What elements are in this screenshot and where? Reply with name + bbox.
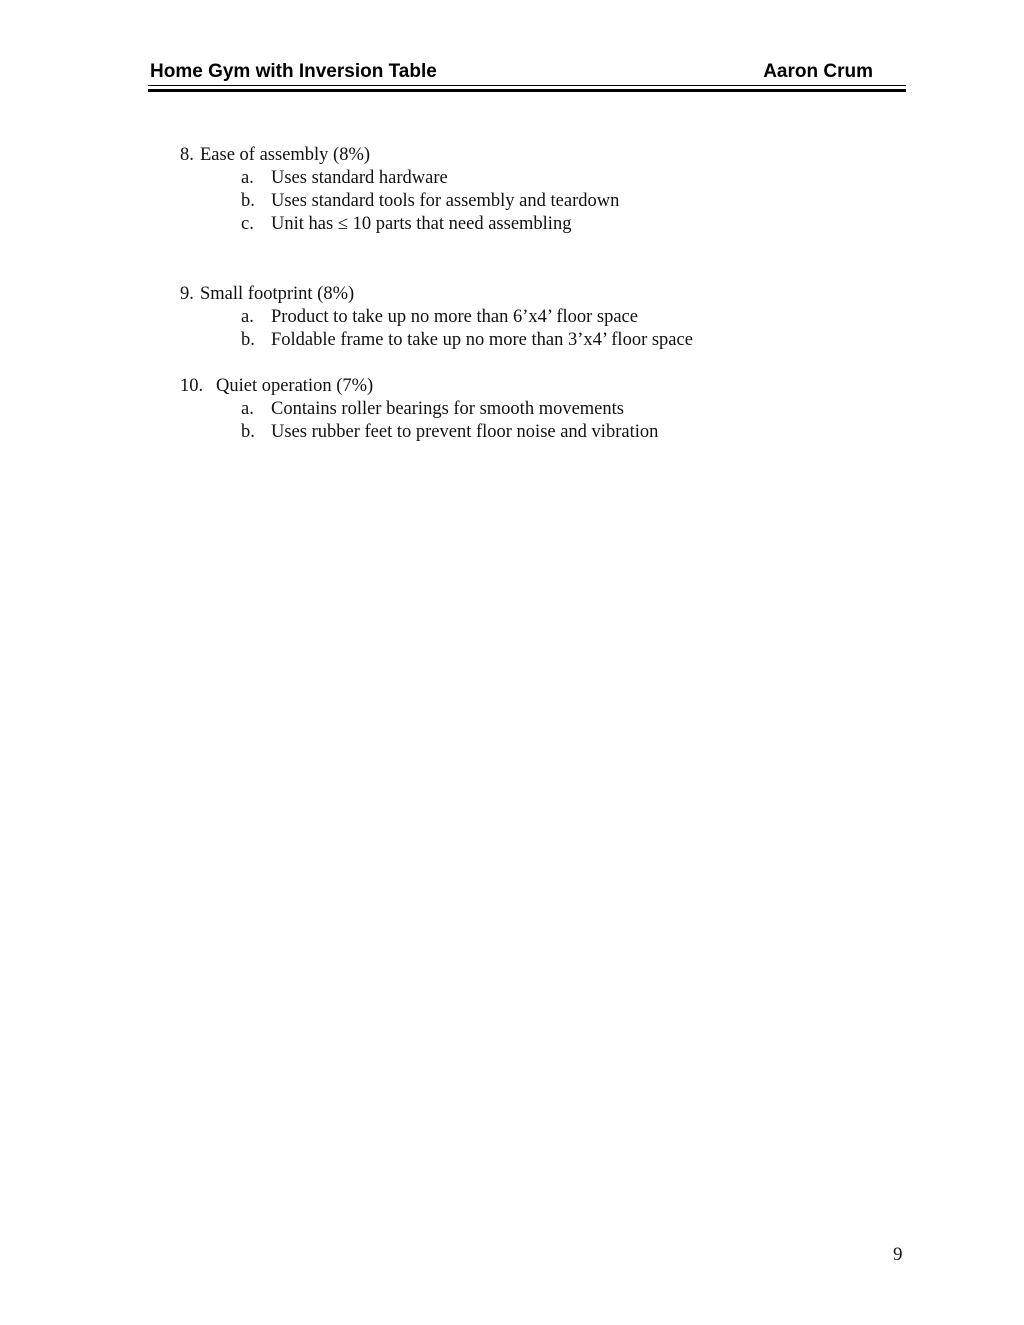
section-number: 9. (180, 284, 194, 304)
header-rule-thin (148, 85, 906, 86)
list-item-text: Uses standard hardware (271, 168, 448, 188)
section-heading-small-footprint (180, 283, 354, 306)
list-item (241, 421, 658, 444)
list-item-letter: c. (241, 214, 254, 234)
list-item (241, 329, 693, 352)
author-name: Aaron Crum (763, 61, 873, 82)
list-item-letter: a. (241, 307, 254, 327)
list-item (241, 190, 619, 213)
section-number: 10. (180, 376, 204, 396)
section-title: Quiet operation (7%) (216, 376, 374, 396)
page-header (148, 60, 906, 96)
section-heading-quiet-operation (180, 375, 373, 398)
list-item-letter: b. (241, 422, 255, 442)
section-number: 8. (180, 145, 194, 165)
section-title: Small footprint (8%) (200, 284, 355, 304)
list-item-text: Product to take up no more than 6’x4’ floor space (271, 307, 638, 327)
list-item-text: Uses rubber feet to prevent floor noise and vibration (271, 422, 659, 442)
list-item-letter: a. (241, 168, 254, 188)
list-item (241, 398, 624, 421)
list-item-text: Contains roller bearings for smooth movements (271, 399, 624, 419)
list-item (241, 213, 571, 236)
document-title: Home Gym with Inversion Table (150, 61, 437, 82)
list-item-text: Unit has ≤ 10 parts that need assembling (271, 214, 572, 234)
list-item-text: Foldable frame to take up no more than 3’x4’ floor space (271, 330, 693, 350)
list-item (241, 306, 638, 329)
header-rule-thick (148, 89, 906, 92)
list-item-text: Uses standard tools for assembly and teardown (271, 191, 620, 211)
section-heading-ease-of-assembly (180, 144, 370, 167)
list-item-letter: b. (241, 191, 255, 211)
page-number: 9 (893, 1244, 903, 1265)
list-item (241, 167, 448, 190)
list-item-letter: a. (241, 399, 254, 419)
section-title: Ease of assembly (8%) (200, 145, 371, 165)
list-item-letter: b. (241, 330, 255, 350)
